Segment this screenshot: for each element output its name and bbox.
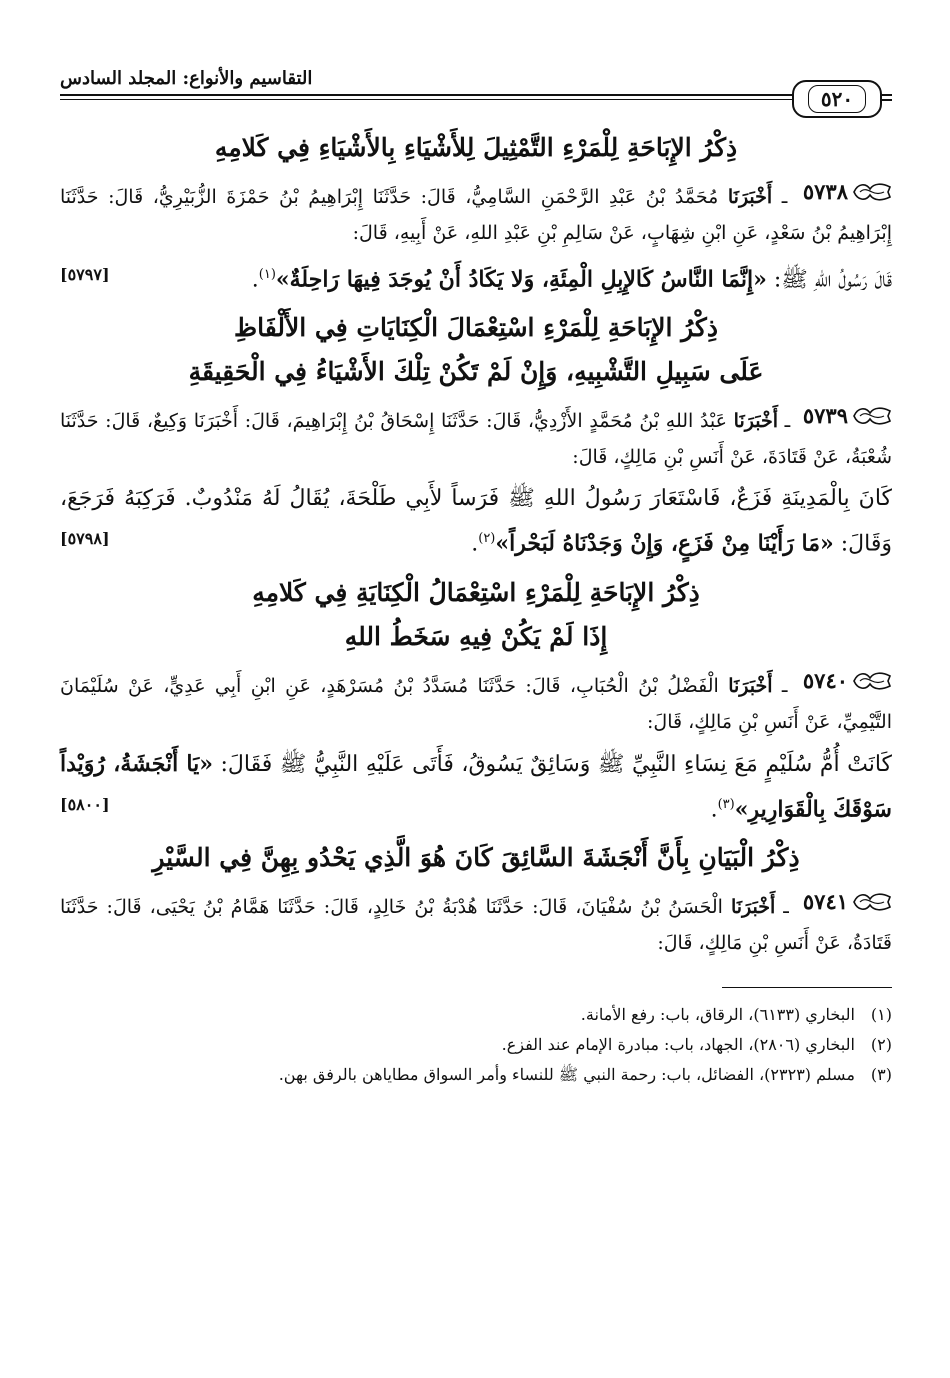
matn-quote: «إِنَّمَا النَّاسُ كَالإِبِلِ الْمِئَةِ، وَلا يَكَادُ أَنْ يُوجَدَ فِيهَا رَاحِلَةٌ»: [275, 266, 767, 293]
hadith-number-group: [803, 398, 892, 434]
hadith-section: [60, 126, 892, 300]
page-number-frame: [792, 80, 882, 118]
section-heading: [60, 306, 892, 394]
hadith-number-ornament-icon: [852, 405, 892, 427]
hadith-matn: كَانَ بِالْمَدِينَةِ فَزَعٌ، فَاسْتَعَارَ رَسُولُ اللهِ ﷺ فَرَساً لأَبِي طَلْحَةَ، يُقَالُ لَهُ مَنْدُوبٌ. فَرَكِبَهُ فَرَجَعَ، وَقَالَ: «مَا رَأَيْنَا مِنْ فَزَعٍ، وَإِنْ وَجَدْنَاهُ لَبَحْراً»$^{(٢)}$. [٥٧٩٨]: [60, 479, 892, 564]
isnad-text: عَبْدُ اللهِ بْنُ مُحَمَّدٍ الأَزْدِيُّ، قَالَ: حَدَّثَنَا إِسْحَاقُ بْنُ إِبْرَاهِيمَ، قَالَ: أَخْبَرَنَا وَكِيعٌ، قَالَ: حَدَّثَنَا شُعْبَةُ، عَنْ قَتَادَةَ، عَنْ أَنَسِ بْنِ مَالِكٍ، قَالَ:: [60, 410, 892, 469]
hadith-isnad: ٥٧٤١ ـ أَخْبَرَنَا الْحَسَنُ بْنُ سُفْيَانَ، قَالَ: حَدَّثَنَا هُدْبَةُ بْنُ خَالِدٍ، قَالَ: حَدَّثَنَا هَمَّامُ بْنُ يَحْيَى، قَالَ: حَدَّثَنَا قَتَادَةُ، عَنْ أَنَسِ بْنِ مَالِكٍ، قَالَ:: [60, 884, 892, 961]
matn-quote: «يَا أَنْجَشَةُ، رُوَيْداً سَوْقَكَ بِالْقَوَارِيرِ»: [60, 750, 892, 822]
matn-intro: قَالَ رَسُولُ اللهِ ﷺ:: [773, 267, 892, 293]
footnote-mark: (١): [258, 267, 276, 282]
footnote-item: [60, 1030, 892, 1060]
header-rule: [60, 94, 792, 100]
section-heading-line: إِذَا لَمْ يَكُنْ فِيهِ سَخَطُ اللهِ: [344, 621, 608, 651]
hadith-isnad: ٥٧٣٨ ـ أَخْبَرَنَا مُحَمَّدُ بْنُ عَبْدِ الرَّحْمَنِ السَّامِيُّ، قَالَ: حَدَّثَنَا إِبْرَاهِيمُ بْنُ حَمْزَةَ الزُّبَيْرِيُّ، قَالَ: حَدَّثَنَا إِبْرَاهِيمُ بْنُ سَعْدٍ، عَنِ ابْنِ شِهَابٍ، عَنْ سَالِمِ بْنِ عَبْدِ اللهِ، عَنْ أَبِيهِ، قَالَ:: [60, 174, 892, 251]
footnotes: [60, 1000, 892, 1090]
footnote-text: مسلم (٢٣٢٣)، الفضائل، باب: رحمة النبي ﷺ للنساء وأمر السواق مطاياهن بالرفق بهن.: [278, 1064, 855, 1084]
hadith-section: [60, 571, 892, 830]
footnote-mark: (٢): [478, 531, 496, 547]
footnote-item: [60, 1000, 892, 1030]
hadith-isnad: ٥٧٤٠ ـ أَخْبَرَنَا الْفَضْلُ بْنُ الْحُبَابِ، قَالَ: حَدَّثَنَا مُسَدَّدُ بْنُ مُسَرْهَدٍ، عَنِ ابْنِ أَبِي عَدِيٍّ، عَنْ سُلَيْمَانَ التَّيْمِيِّ، عَنْ أَنَسِ بْنِ مَالِكٍ، قَالَ:: [60, 663, 892, 740]
section-heading-line: ذِكْرُ الإِبَاحَةِ لِلْمَرْءِ اسْتِعْمَالُ الْكِنَايَةِ فِي كَلامِهِ: [252, 577, 700, 607]
hadith-number-group: [803, 884, 892, 920]
akhbarana-word: أَخْبَرَنَا: [730, 895, 776, 918]
akhbarana-word: أَخْبَرَنَا: [727, 186, 773, 208]
footnote-number: (٣): [870, 1064, 892, 1084]
cross-reference: [٥٨٠٠]: [60, 794, 110, 814]
hadith-number-ornament-icon: [852, 891, 892, 913]
akhbarana-word: أَخْبَرَنَا: [733, 410, 778, 433]
section-heading: [60, 126, 892, 170]
hadith-number-group: [803, 174, 892, 210]
footnote-item: [60, 1060, 892, 1090]
matn-quote: «مَا رَأَيْنَا مِنْ فَزَعٍ، وَإِنْ وَجَدْنَاهُ لَبَحْراً»: [495, 530, 834, 557]
section-heading: [60, 836, 892, 880]
isnad-text: الْفَضْلُ بْنُ الْحُبَابِ، قَالَ: حَدَّثَنَا مُسَدَّدُ بْنُ مُسَرْهَدٍ، عَنِ ابْنِ أَبِي عَدِيٍّ، عَنْ سُلَيْمَانَ التَّيْمِيِّ، عَنْ أَنَسِ بْنِ مَالِكٍ، قَالَ:: [60, 674, 892, 733]
document-page: [60, 60, 892, 1340]
hadith-isnad: ٥٧٣٩ ـ أَخْبَرَنَا عَبْدُ اللهِ بْنُ مُحَمَّدٍ الأَزْدِيُّ، قَالَ: حَدَّثَنَا إِسْحَاقُ بْنُ إِبْرَاهِيمَ، قَالَ: أَخْبَرَنَا وَكِيعٌ، قَالَ: حَدَّثَنَا شُعْبَةُ، عَنْ قَتَادَةَ، عَنْ أَنَسِ بْنِ مَالِكٍ، قَالَ:: [60, 398, 892, 475]
cross-reference: [٥٧٩٨]: [60, 529, 110, 549]
hadith-number-group: [803, 663, 892, 699]
isnad-text: الْحَسَنُ بْنُ سُفْيَانَ، قَالَ: حَدَّثَنَا هُدْبَةُ بْنُ خَالِدٍ، قَالَ: حَدَّثَنَا هَمَّامُ بْنُ يَحْيَى، قَالَ: حَدَّثَنَا قَتَادَةُ، عَنْ أَنَسِ بْنِ مَالِكٍ، قَالَ:: [60, 895, 892, 954]
running-title: التقاسيم والأنواع: المجلد السادس: [60, 68, 318, 89]
footnote-separator: [722, 987, 892, 988]
footnote-text: البخاري (٦١٣٣)، الرقاق، باب: رفع الأمانة.: [580, 1004, 855, 1024]
hadith-section: [60, 306, 892, 564]
cross-reference: [٥٧٩٧]: [60, 265, 110, 284]
matn-intro: كَانَ بِالْمَدِينَةِ فَزَعٌ، فَاسْتَعَارَ رَسُولُ اللهِ ﷺ فَرَساً لأَبِي طَلْحَةَ، يُقَالُ لَهُ مَنْدُوبٌ. فَرَكِبَهُ فَرَجَعَ، وَقَالَ:: [60, 486, 892, 557]
footnote-text: البخاري (٢٨٠٦)، الجهاد، باب: مبادرة الإمام عند الفزع.: [501, 1034, 855, 1054]
footnote-mark: (٣): [717, 796, 735, 812]
akhbarana-word: أَخْبَرَنَا: [728, 674, 773, 697]
matn-intro: كَانَتْ أُمُّ سُلَيْمٍ مَعَ نِسَاءِ النَّبِيِّ ﷺ وَسَائِقٌ يَسُوقُ، فَأَتَى عَلَيْهِ النَّبِيُّ ﷺ فَقَالَ:: [220, 751, 892, 777]
page-header: [60, 60, 892, 120]
header-ornament: [882, 94, 892, 101]
section-heading-line: ذِكْرُ الإِبَاحَةِ لِلْمَرْءِ التَّمْثِيلَ لِلأَشْيَاءِ بِالأَشْيَاءِ فِي كَلامِهِ: [214, 133, 738, 162]
hadith-number: ٥٧٣٨: [802, 179, 848, 204]
isnad-text: مُحَمَّدُ بْنُ عَبْدِ الرَّحْمَنِ السَّامِيُّ، قَالَ: حَدَّثَنَا إِبْرَاهِيمُ بْنُ حَمْزَةَ الزُّبَيْرِيُّ، قَالَ: حَدَّثَنَا إِبْرَاهِيمُ بْنُ سَعْدٍ، عَنِ ابْنِ شِهَابٍ، عَنْ سَالِمِ بْنِ عَبْدِ اللهِ، عَنْ أَبِيهِ، قَالَ:: [60, 186, 892, 244]
footnote-number: (١): [870, 1004, 892, 1024]
section-heading-line: عَلَى سَبِيلِ التَّشْبِيهِ، وَإِنْ لَمْ تَكُنْ تِلْكَ الأَشْيَاءُ فِي الْحَقِيقَةِ: [188, 357, 764, 387]
section-heading: [60, 571, 892, 659]
hadith-number: ٥٧٣٩: [802, 403, 848, 429]
page-number: ٥٢٠: [808, 85, 866, 113]
section-heading-line: ذِكْرُ الْبَيَانِ بِأَنَّ أَنْجَشَةَ السَّائِقَ كَانَ هُوَ الَّذِي يَحْدُو بِهِنَّ فِي السَّيْرِ: [152, 842, 800, 872]
section-heading-line: ذِكْرُ الإِبَاحَةِ لِلْمَرْءِ اسْتِعْمَالَ الْكِنَايَاتِ فِي الأَلْفَاظِ: [234, 313, 718, 343]
hadith-matn: كَانَتْ أُمُّ سُلَيْمٍ مَعَ نِسَاءِ النَّبِيِّ ﷺ وَسَائِقٌ يَسُوقُ، فَأَتَى عَلَيْهِ النَّبِيُّ ﷺ فَقَالَ: «يَا أَنْجَشَةُ، رُوَيْداً سَوْقَكَ بِالْقَوَارِيرِ»$^{(٣)}$. [٥٨٠٠]: [60, 744, 892, 830]
hadith-number: ٥٧٤١: [802, 888, 849, 914]
hadith-number: ٥٧٤٠: [802, 667, 849, 693]
hadith-number-ornament-icon: [852, 181, 892, 203]
hadith-matn: قَالَ رَسُولُ اللهِ ﷺ: «إِنَّمَا النَّاسُ كَالإِبِلِ الْمِئَةِ، وَلا يَكَادُ أَنْ يُوجَدَ فِيهَا رَاحِلَةٌ»$^{(١)}$. [٥٧٩٧]: [60, 255, 892, 300]
footnote-number: (٢): [870, 1034, 892, 1054]
hadith-section: [60, 836, 892, 961]
hadith-number-ornament-icon: [852, 670, 892, 692]
